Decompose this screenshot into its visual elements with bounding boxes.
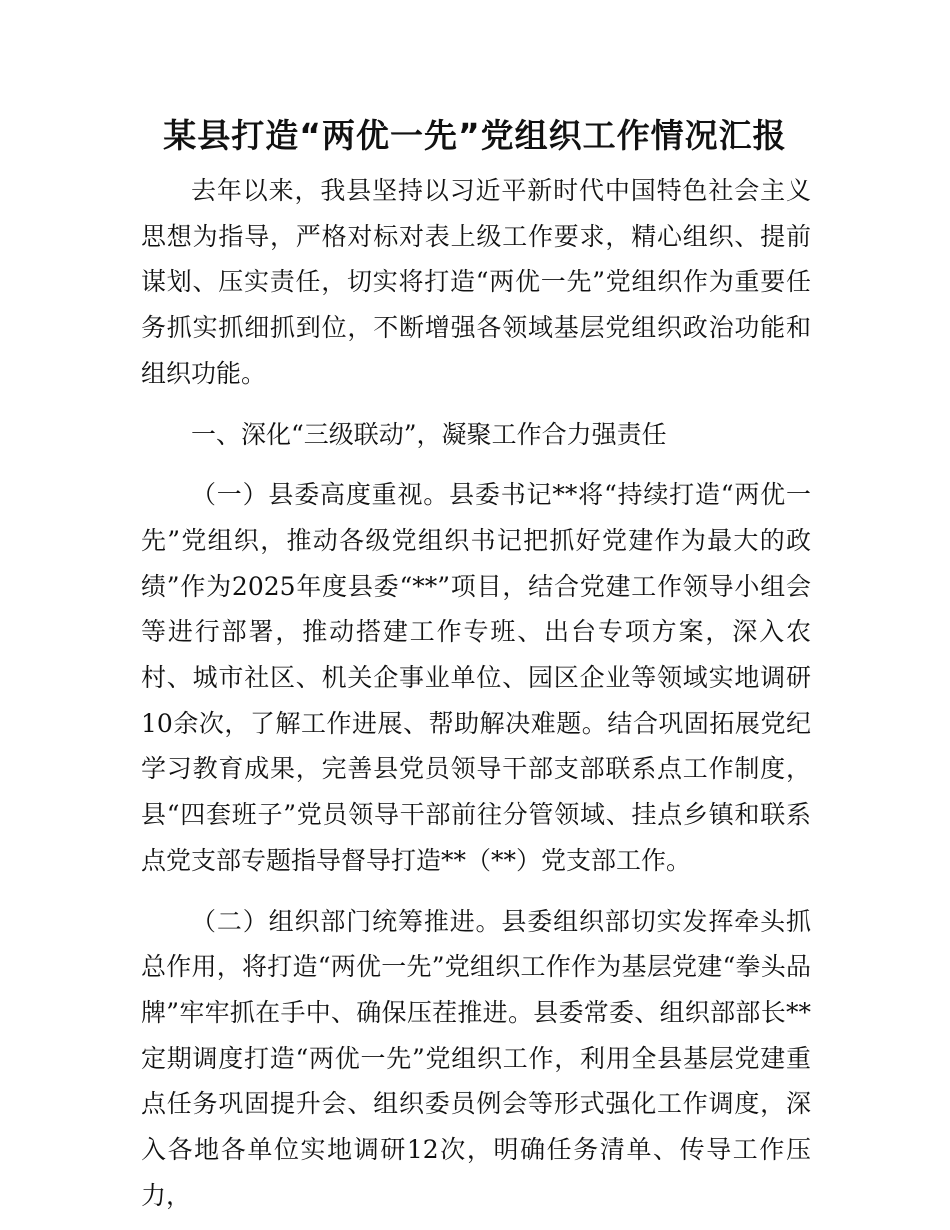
intro-paragraph: 去年以来，我县坚持以习近平新时代中国特色社会主义思想为指导，严格对标对表上级工作要求，精心组织、提前谋划、压实责任，切实将打造“两优一先”党组织作为重要任务抓实抓细抓到位，不断增强各领域基层党组织政治功能和组织功能。 [141,176,811,388]
document-body [141,168,811,1218]
subsection-paragraph-2: （二）组织部门统筹推进。县委组织部切实发挥牵头抓总作用，将打造“两优一先”党组织工作作为基层党建“拳头品牌”牢牢抓在手中、确保压茬推进。县委常委、组织部部长**定期调度打造“两优一先”党组织工作，利用全县基层党建重点任务巩固提升会、组织委员例会等形式强化工作调度，深入各地各单位实地调研12次，明确任务清单、传导工作压力， [141,906,811,1210]
paragraph-spacer [141,884,811,899]
paragraph-spacer [141,457,811,472]
document-title: 某县打造“两优一先”党组织工作情况汇报 [163,116,787,155]
subsection-paragraph-1: （一）县委高度重视。县委书记**将“持续打造“两优一先”党组织，推动各级党组织书记把抓好党建作为最大的政绩”作为2025年度县委“**”项目，结合党建工作领导小组会等进行部署，推动搭建工作专班、出台专项方案，深入农村、城市社区、机关企事业单位、园区企业等领域实地调研10余次，了解工作进展、帮助解决难题。结合巩固拓展党纪学习教育成果，完善县党员领导干部支部联系点工作制度，县“四套班子”党员领导干部前往分管领域、挂点乡镇和联系点党支部专题指导督导打造**（**）党支部工作。 [141,480,811,875]
paragraph-spacer [141,397,811,412]
section-heading-1: 一、深化“三级联动”，凝聚工作合力强责任 [191,419,667,449]
